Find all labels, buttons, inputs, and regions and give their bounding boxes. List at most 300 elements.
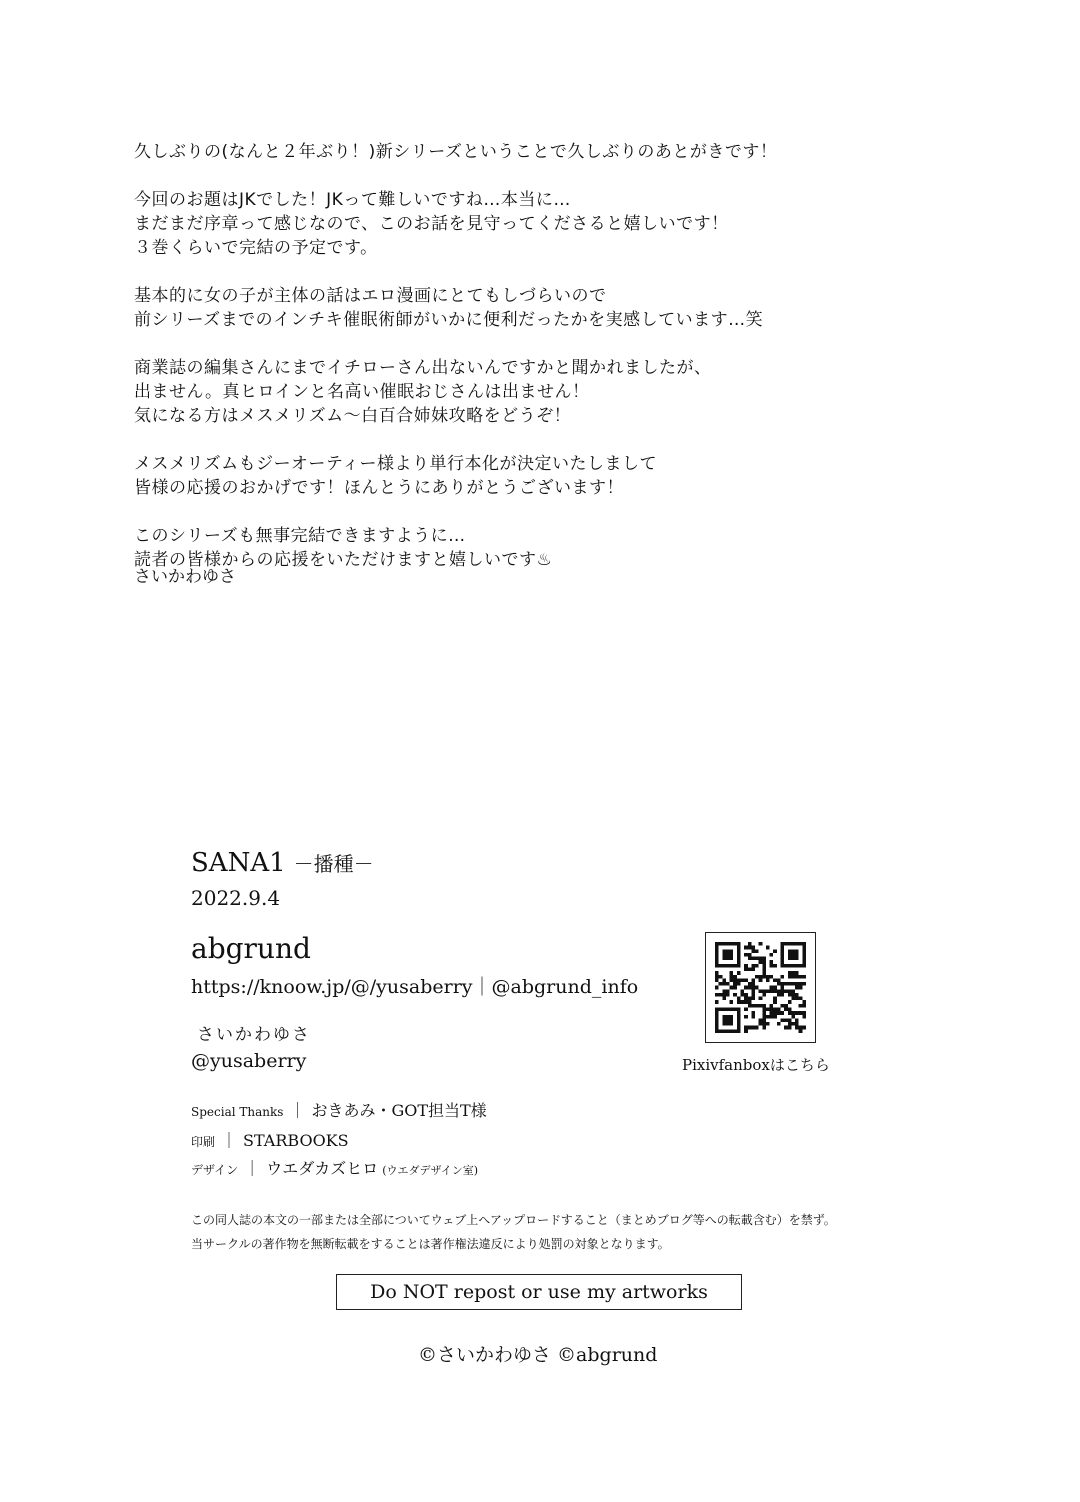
qr-module: [788, 971, 792, 975]
qr-module: [744, 946, 748, 950]
qr-module: [748, 967, 752, 971]
qr-module: [744, 964, 748, 968]
qr-module: [781, 964, 785, 968]
qr-module: [788, 982, 792, 986]
qr-module: [781, 1018, 785, 1022]
qr-module: [773, 1008, 777, 1012]
qr-module: [773, 978, 777, 982]
qr-module: [730, 1000, 734, 1004]
qr-module: [726, 1029, 730, 1033]
qr-module: [784, 1008, 788, 1012]
qr-module: [770, 1004, 774, 1008]
qr-module: [751, 982, 755, 986]
qr-module: [788, 1018, 792, 1022]
qr-module: [762, 967, 766, 971]
qr-module: [751, 993, 755, 997]
qr-module: [766, 1015, 770, 1019]
qr-module: [722, 949, 726, 953]
qr-module: [744, 1026, 748, 1030]
qr-module: [781, 953, 785, 957]
qr-module: [788, 942, 792, 946]
afterword-paragraph: このシリーズも無事完結できますように… 読者の皆様からの応援をいただけますと嬉しいです♨: [134, 526, 553, 570]
qr-module: [802, 975, 806, 979]
qr-module: [766, 946, 770, 950]
qr-module: [730, 942, 734, 946]
qr-module: [755, 949, 759, 953]
qr-module: [759, 975, 763, 979]
qr-module: [799, 982, 803, 986]
qr-module: [748, 942, 752, 946]
qr-module: [799, 942, 803, 946]
qr-module: [784, 942, 788, 946]
afterword-paragraph: 基本的に女の子が主体の話はエロ漫画にとてもしづらいので 前シリーズまでのインチキ催眠術師がいかに便利だったかを実感しています…笑: [134, 286, 764, 330]
qr-module: [726, 1018, 730, 1022]
qr-module: [795, 957, 799, 961]
qr-module: [788, 1011, 792, 1015]
qr-module: [795, 971, 799, 975]
qr-module: [791, 1022, 795, 1026]
qr-module: [737, 953, 741, 957]
qr-module: [722, 1022, 726, 1026]
qr-module: [737, 1029, 741, 1033]
qr-module: [788, 1026, 792, 1030]
qr-module: [751, 967, 755, 971]
qr-module: [737, 1026, 741, 1030]
qr-module: [755, 964, 759, 968]
qr-module: [799, 964, 803, 968]
qr-module: [715, 946, 719, 950]
qr-module: [726, 949, 730, 953]
qr-module: [759, 989, 763, 993]
qr-module: [740, 989, 744, 993]
qr-module: [795, 993, 799, 997]
qr-module: [791, 1011, 795, 1015]
qr-module: [762, 993, 766, 997]
qr-module: [777, 1022, 781, 1026]
qr-module: [715, 964, 719, 968]
qr-module: [730, 964, 734, 968]
qr-module: [766, 989, 770, 993]
qr-module: [788, 949, 792, 953]
qr-module: [770, 1011, 774, 1015]
circle-links: https://knoow.jp/@/yusaberry｜@abgrund_info: [191, 976, 639, 998]
qr-module: [759, 1022, 763, 1026]
qr-module: [788, 989, 792, 993]
copyright-line: ©さいかわゆさ ©abgrund: [418, 1344, 658, 1366]
qr-module: [748, 957, 752, 961]
qr-module: [781, 993, 785, 997]
qr-module: [802, 949, 806, 953]
qr-module: [799, 986, 803, 990]
qr-module: [722, 997, 726, 1001]
qr-module: [777, 989, 781, 993]
qr-module: [791, 949, 795, 953]
qr-module: [770, 964, 774, 968]
qr-module: [744, 1000, 748, 1004]
qr-code-icon[interactable]: [705, 932, 816, 1043]
qr-module: [722, 942, 726, 946]
qr-module: [744, 1015, 748, 1019]
qr-module: [755, 1026, 759, 1030]
qr-module: [726, 964, 730, 968]
qr-module: [795, 975, 799, 979]
qr-module: [795, 1018, 799, 1022]
book-title: [191, 848, 374, 878]
qr-module: [737, 1018, 741, 1022]
qr-module: [795, 1011, 799, 1015]
qr-module: [755, 957, 759, 961]
qr-module: [791, 942, 795, 946]
qr-module: [795, 982, 799, 986]
qr-module: [791, 997, 795, 1001]
qr-module: [788, 953, 792, 957]
book-subtitle: －播種－: [293, 852, 374, 876]
qr-module: [751, 986, 755, 990]
qr-module: [751, 949, 755, 953]
qr-module: [730, 1022, 734, 1026]
qr-module: [799, 1004, 803, 1008]
qr-module: [777, 982, 781, 986]
qr-module: [795, 942, 799, 946]
credit-value: ウエダカズヒロ: [266, 1159, 379, 1178]
qr-module: [791, 953, 795, 957]
qr-module: [730, 971, 734, 975]
qr-module: [781, 986, 785, 990]
qr-module: [744, 1008, 748, 1012]
qr-module: [770, 975, 774, 979]
qr-module: [762, 989, 766, 993]
qr-module: [755, 975, 759, 979]
qr-module: [799, 1011, 803, 1015]
qr-module: [737, 1008, 741, 1012]
qr-module: [737, 960, 741, 964]
qr-module: [788, 1000, 792, 1004]
qr-module: [715, 960, 719, 964]
qr-module: [730, 1029, 734, 1033]
qr-module: [737, 946, 741, 950]
qr-module: [726, 957, 730, 961]
qr-module: [777, 993, 781, 997]
qr-module: [744, 953, 748, 957]
qr-module: [773, 1000, 777, 1004]
qr-module: [762, 1026, 766, 1030]
qr-module: [788, 957, 792, 961]
qr-module: [788, 1008, 792, 1012]
qr-module: [795, 997, 799, 1001]
qr-module: [719, 964, 723, 968]
qr-module: [715, 971, 719, 975]
qr-module: [799, 1026, 803, 1030]
qr-module: [715, 949, 719, 953]
qr-module: [737, 964, 741, 968]
qr-module: [719, 982, 723, 986]
qr-module: [730, 1018, 734, 1022]
qr-module: [751, 997, 755, 1001]
qr-module: [781, 960, 785, 964]
credit-value: STARBOOKS: [243, 1131, 349, 1150]
qr-module: [737, 1011, 741, 1015]
qr-module: [748, 1026, 752, 1030]
qr-module: [759, 960, 763, 964]
qr-module: [802, 942, 806, 946]
credit-row-design: [191, 1156, 478, 1179]
qr-module: [730, 975, 734, 979]
credit-separator: ｜: [221, 1131, 238, 1150]
afterword-paragraph: 今回のお題はJKでした！JKって難しいですね…本当に… まだまだ序章って感じなので、このお話を見守ってくださると嬉しいです！ ３巻くらいで完結の予定です。: [134, 190, 729, 258]
qr-module: [802, 964, 806, 968]
afterword-signature: さいかわゆさ: [134, 567, 236, 587]
qr-module: [784, 1004, 788, 1008]
qr-module: [770, 986, 774, 990]
qr-module: [802, 957, 806, 961]
qr-module: [726, 993, 730, 997]
qr-module: [715, 1000, 719, 1004]
qr-module: [784, 1026, 788, 1030]
notice-line: 当サークルの著作物を無断転載をすることは著作権法違反により処罰の対象となります。: [191, 1237, 670, 1251]
qr-module: [737, 1015, 741, 1019]
qr-module: [740, 978, 744, 982]
qr-module: [784, 982, 788, 986]
qr-module: [733, 1029, 737, 1033]
repost-warning-box: [336, 1274, 742, 1310]
qr-module: [788, 1022, 792, 1026]
qr-module: [733, 942, 737, 946]
qr-module: [799, 975, 803, 979]
qr-module: [762, 957, 766, 961]
qr-module: [781, 975, 785, 979]
qr-module: [802, 960, 806, 964]
qr-module: [781, 1004, 785, 1008]
qr-module: [788, 975, 792, 979]
qr-module: [751, 1015, 755, 1019]
qr-module: [799, 997, 803, 1001]
qr-module: [722, 953, 726, 957]
qr-module: [719, 975, 723, 979]
qr-module: [777, 978, 781, 982]
qr-module: [802, 953, 806, 957]
qr-module: [802, 1011, 806, 1015]
qr-module: [733, 1008, 737, 1012]
qr-module: [762, 1004, 766, 1008]
credit-separator: ｜: [289, 1101, 306, 1120]
qr-module: [715, 1029, 719, 1033]
qr-module: [726, 1015, 730, 1019]
credit-key: 印刷: [191, 1135, 216, 1149]
qr-module: [715, 953, 719, 957]
qr-module: [770, 953, 774, 957]
qr-module: [715, 942, 719, 946]
qr-module: [733, 975, 737, 979]
qr-module: [781, 957, 785, 961]
qr-module: [781, 982, 785, 986]
qr-module: [784, 1018, 788, 1022]
qr-module: [759, 942, 763, 946]
qr-module: [737, 971, 741, 975]
credit-note: (ウエダデザイン室): [382, 1164, 479, 1177]
qr-module: [726, 989, 730, 993]
qr-module: [781, 949, 785, 953]
qr-module: [748, 1000, 752, 1004]
book-title-main: SANA1: [191, 848, 286, 878]
qr-module: [770, 989, 774, 993]
qr-module: [726, 1008, 730, 1012]
qr-module: [748, 982, 752, 986]
qr-module: [777, 1011, 781, 1015]
qr-module: [733, 978, 737, 982]
qr-module: [722, 1015, 726, 1019]
qr-module: [715, 986, 719, 990]
qr-module: [737, 1022, 741, 1026]
qr-module: [748, 986, 752, 990]
qr-module: [730, 1015, 734, 1019]
qr-module: [751, 978, 755, 982]
qr-module: [715, 1008, 719, 1012]
qr-module: [726, 953, 730, 957]
qr-module: [791, 993, 795, 997]
qr-module: [722, 964, 726, 968]
qr-module: [773, 989, 777, 993]
qr-module: [751, 989, 755, 993]
qr-module: [719, 993, 723, 997]
qr-module: [740, 993, 744, 997]
qr-module: [791, 975, 795, 979]
qr-module: [791, 989, 795, 993]
qr-module: [715, 957, 719, 961]
qr-module: [773, 1011, 777, 1015]
qr-module: [748, 946, 752, 950]
qr-module: [762, 964, 766, 968]
qr-module: [759, 997, 763, 1001]
qr-module: [715, 1022, 719, 1026]
qr-module: [802, 982, 806, 986]
qr-module: [781, 989, 785, 993]
qr-module: [791, 964, 795, 968]
qr-module: [740, 1000, 744, 1004]
qr-module: [759, 957, 763, 961]
qr-module: [802, 1026, 806, 1030]
afterword-paragraph: 久しぶりの(なんと２年ぶり！)新シリーズということで久しぶりのあとがきです！: [134, 142, 778, 162]
qr-module: [773, 986, 777, 990]
qr-module: [762, 1011, 766, 1015]
qr-module: [751, 946, 755, 950]
qr-module: [795, 964, 799, 968]
qr-module: [781, 946, 785, 950]
afterword: [134, 140, 934, 596]
qr-module: [715, 1011, 719, 1015]
repost-warning-text: Do NOT repost or use my artworks: [370, 1281, 708, 1303]
qr-module: [733, 982, 737, 986]
qr-module: [751, 1004, 755, 1008]
qr-module: [751, 1026, 755, 1030]
qr-module: [730, 957, 734, 961]
qr-module: [744, 986, 748, 990]
qr-module: [715, 993, 719, 997]
qr-module: [802, 1015, 806, 1019]
qr-module: [748, 997, 752, 1001]
qr-module: [744, 997, 748, 1001]
qr-module: [773, 964, 777, 968]
qr-module: [748, 953, 752, 957]
qr-module: [730, 1008, 734, 1012]
qr-module: [715, 1026, 719, 1030]
qr-module: [726, 982, 730, 986]
qr-module: [802, 1004, 806, 1008]
qr-module: [795, 1022, 799, 1026]
qr-module: [737, 978, 741, 982]
qr-module: [726, 942, 730, 946]
qr-module: [722, 989, 726, 993]
qr-module: [737, 942, 741, 946]
afterword-paragraph: メスメリズムもジーオーティー様より単行本化が決定いたしまして 皆様の応援のおかげです！ほんとうにありがとうございます！: [134, 454, 657, 498]
qr-module: [777, 1008, 781, 1012]
qr-module: [762, 975, 766, 979]
qr-module: [722, 1029, 726, 1033]
qr-module: [791, 957, 795, 961]
credit-separator: ｜: [244, 1159, 261, 1178]
qr-module: [788, 993, 792, 997]
qr-module: [773, 949, 777, 953]
qr-module: [737, 982, 741, 986]
qr-module: [744, 978, 748, 982]
qr-module: [802, 1000, 806, 1004]
qr-module: [730, 978, 734, 982]
qr-module: [773, 997, 777, 1001]
qr-module: [722, 1018, 726, 1022]
credit-key: Special Thanks: [191, 1105, 284, 1119]
qr-module: [748, 1004, 752, 1008]
author-handle: @yusaberry: [191, 1050, 307, 1072]
qr-module: [770, 960, 774, 964]
qr-module: [719, 942, 723, 946]
qr-module: [730, 986, 734, 990]
qr-module: [784, 964, 788, 968]
qr-module: [795, 949, 799, 953]
qr-module: [788, 964, 792, 968]
credit-row-special-thanks: [191, 1098, 487, 1121]
qr-module: [766, 975, 770, 979]
qr-module: [722, 993, 726, 997]
qr-caption: Pixivfanboxはこちら: [682, 1056, 830, 1074]
qr-module: [715, 978, 719, 982]
qr-module: [773, 1015, 777, 1019]
qr-module: [751, 1011, 755, 1015]
qr-module: [755, 1004, 759, 1008]
qr-module: [799, 1029, 803, 1033]
qr-module: [770, 1015, 774, 1019]
qr-module: [791, 971, 795, 975]
qr-module: [762, 1015, 766, 1019]
qr-module: [770, 1008, 774, 1012]
qr-module: [795, 986, 799, 990]
qr-module: [730, 953, 734, 957]
qr-module: [722, 982, 726, 986]
qr-module: [744, 967, 748, 971]
qr-module: [751, 957, 755, 961]
qr-module: [722, 957, 726, 961]
qr-module: [766, 1008, 770, 1012]
qr-module: [755, 986, 759, 990]
credit-key: デザイン: [191, 1163, 239, 1177]
qr-module: [762, 960, 766, 964]
copyright-notice: [191, 1208, 836, 1256]
publish-date: 2022.9.4: [191, 886, 281, 910]
qr-module: [715, 975, 719, 979]
qr-module: [759, 1018, 763, 1022]
qr-module: [759, 1004, 763, 1008]
qr-module: [791, 1015, 795, 1019]
notice-line: この同人誌の本文の一部または全部についてウェブ上へアップロードすること（まとめブログ等への転載含む）を禁ず。: [191, 1213, 836, 1227]
qr-module: [751, 964, 755, 968]
